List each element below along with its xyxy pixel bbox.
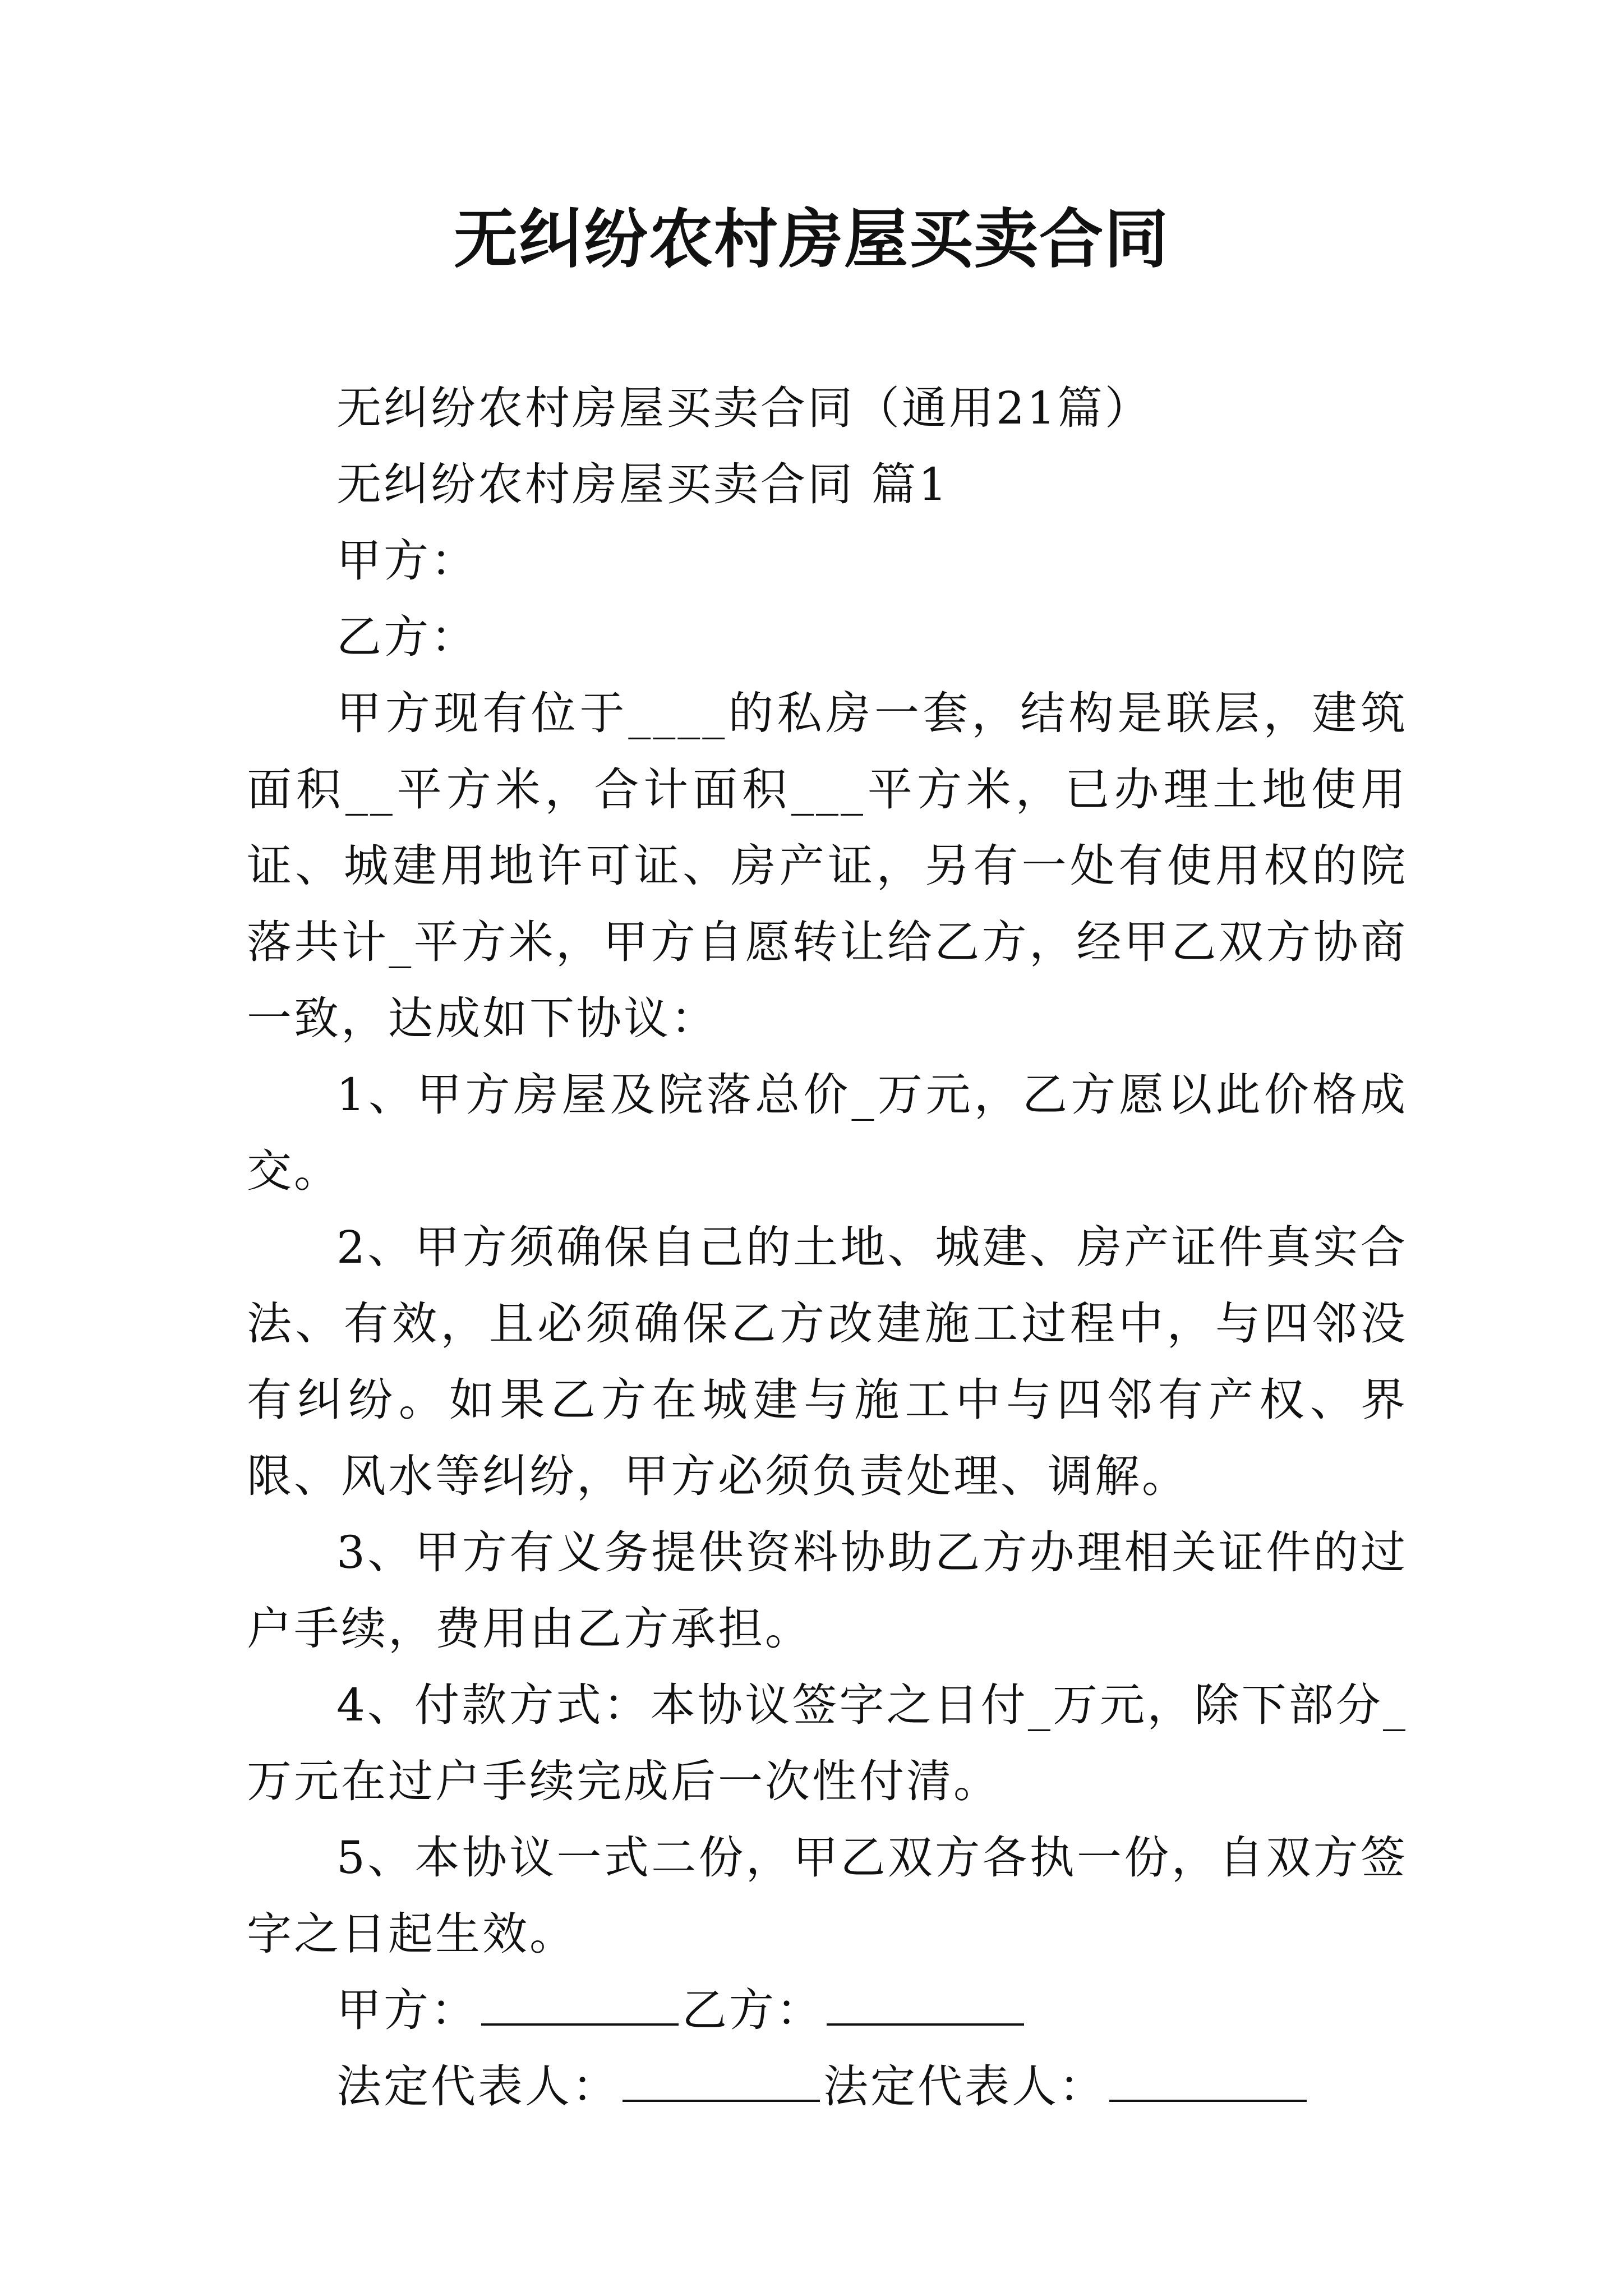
party-b-signature-label: 乙方： xyxy=(682,1984,823,2036)
rep-b-signature-blank xyxy=(1109,2060,1307,2102)
document-title: 无纠纷农村房屋买卖合同 xyxy=(453,202,1169,277)
intro-paragraph: 甲方现有位于____的私房一套，结构是联层，建筑面积__平方米，合计面积___平方米，已办理土地使用证、城建用地许可证、房产证，另有一处有使用权的院落共计_平方米，甲方自愿转让给乙方，经甲乙双方协商一致，达成如下协议： xyxy=(247,687,1408,1045)
clause-1: 1、甲方房屋及院落总价_万元，乙方愿以此价格成交。 xyxy=(247,1069,1408,1197)
party-b-signature-blank xyxy=(827,1984,1024,2026)
document-subtitle: 无纠纷农村房屋买卖合同（通用21篇） xyxy=(336,382,1152,434)
signature-row-parties xyxy=(247,1972,1408,2049)
clause-3: 3、甲方有义务提供资料协助乙方办理相关证件的过户手续，费用由乙方承担。 xyxy=(247,1526,1408,1655)
clause-5: 5、本协议一式二份，甲乙双方各执一份，自双方签字之日起生效。 xyxy=(247,1832,1408,1960)
party-b-line: 乙方： xyxy=(336,611,478,663)
signature-row-representatives xyxy=(247,2049,1408,2125)
party-a-signature-label: 甲方： xyxy=(336,1984,478,2036)
rep-a-signature-label: 法定代表人： xyxy=(336,2060,619,2113)
rep-b-signature-label: 法定代表人： xyxy=(823,2060,1106,2113)
rep-a-signature-blank xyxy=(623,2060,820,2102)
party-a-signature-blank xyxy=(481,1984,679,2026)
party-a-line: 甲方： xyxy=(336,535,478,587)
document-body xyxy=(247,370,1408,2125)
clause-2: 2、甲方须确保自己的土地、城建、房产证件真实合法、有效，且必须确保乙方改建施工过程中，与四邻没有纠纷。如果乙方在城建与施工中与四邻有产权、界限、风水等纠纷，甲方必须负责处理、调解。 xyxy=(247,1221,1408,1502)
section-heading: 无纠纷农村房屋买卖合同 篇1 xyxy=(336,458,949,510)
clause-4: 4、付款方式：本协议签字之日付_万元，除下部分_万元在过户手续完成后一次性付清。 xyxy=(247,1679,1408,1807)
